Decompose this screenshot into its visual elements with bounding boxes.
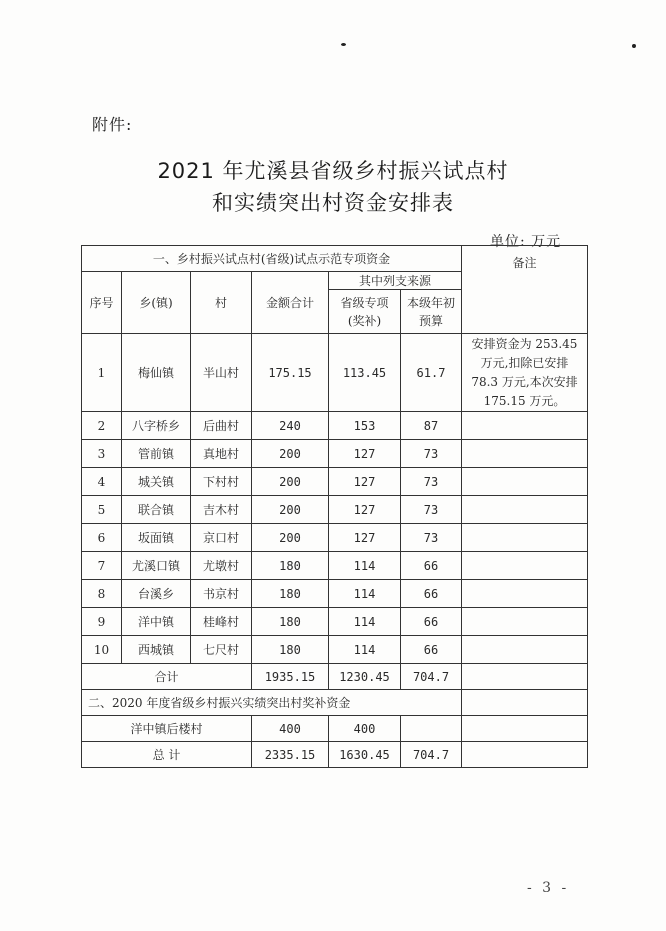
row-seq: 8 <box>82 580 122 608</box>
row-remark: 安排资金为 253.45 万元,扣除已安排 78.3 万元,本次安排 175.15 万元。 <box>462 334 588 412</box>
row-provincial: 127 <box>329 524 401 552</box>
row-seq: 10 <box>82 636 122 664</box>
row-remark <box>462 580 588 608</box>
section2-row-label: 洋中镇后楼村 <box>82 716 252 742</box>
header-town: 乡(镇) <box>122 272 191 334</box>
grand-total-local: 704.7 <box>401 742 462 768</box>
subtotal-local: 704.7 <box>401 664 462 690</box>
row-village: 尤墩村 <box>191 552 252 580</box>
row-local: 73 <box>401 440 462 468</box>
header-total: 金额合计 <box>252 272 329 334</box>
row-provincial: 114 <box>329 608 401 636</box>
row-provincial: 127 <box>329 440 401 468</box>
remarks-header: 备注 <box>462 246 588 334</box>
section2-row-provincial: 400 <box>329 716 401 742</box>
row-remark <box>462 440 588 468</box>
row-remark <box>462 496 588 524</box>
header-provincial: 省级专项(奖补) <box>329 290 401 334</box>
row-remark <box>462 636 588 664</box>
document-title-line1: 2021 年尤溪县省级乡村振兴试点村 <box>157 159 509 183</box>
section2-row <box>82 716 588 742</box>
subtotal-provincial: 1230.45 <box>329 664 401 690</box>
row-seq: 4 <box>82 468 122 496</box>
subtotal-remark <box>462 664 588 690</box>
grand-total-provincial: 1630.45 <box>329 742 401 768</box>
section2-row-local <box>401 716 462 742</box>
row-seq: 6 <box>82 524 122 552</box>
row-town: 联合镇 <box>122 496 191 524</box>
row-village: 七尺村 <box>191 636 252 664</box>
row-village: 后曲村 <box>191 412 252 440</box>
section2-row-total: 400 <box>252 716 329 742</box>
row-town: 梅仙镇 <box>122 334 191 412</box>
funding-table <box>81 245 588 768</box>
row-total: 175.15 <box>252 334 329 412</box>
row-remark <box>462 524 588 552</box>
row-total: 180 <box>252 580 329 608</box>
row-total: 240 <box>252 412 329 440</box>
section2-title-row <box>82 690 588 716</box>
table-row <box>82 636 588 664</box>
row-village: 京口村 <box>191 524 252 552</box>
row-provincial: 113.45 <box>329 334 401 412</box>
section2-row-remark <box>462 716 588 742</box>
row-local: 66 <box>401 552 462 580</box>
scan-speck <box>632 44 636 48</box>
table-row <box>82 496 588 524</box>
row-seq: 2 <box>82 412 122 440</box>
row-local: 73 <box>401 496 462 524</box>
row-town: 城关镇 <box>122 468 191 496</box>
row-town: 洋中镇 <box>122 608 191 636</box>
table-row <box>82 412 588 440</box>
row-remark <box>462 412 588 440</box>
row-village: 桂峰村 <box>191 608 252 636</box>
scan-speck <box>341 43 346 46</box>
row-town: 坂面镇 <box>122 524 191 552</box>
row-total: 180 <box>252 552 329 580</box>
row-seq: 5 <box>82 496 122 524</box>
row-town: 管前镇 <box>122 440 191 468</box>
table-row <box>82 580 588 608</box>
row-total: 200 <box>252 440 329 468</box>
row-local: 66 <box>401 580 462 608</box>
header-seq: 序号 <box>82 272 122 334</box>
row-provincial: 114 <box>329 636 401 664</box>
row-total: 200 <box>252 496 329 524</box>
row-town: 台溪乡 <box>122 580 191 608</box>
row-town: 尤溪口镇 <box>122 552 191 580</box>
table-row <box>82 468 588 496</box>
row-remark <box>462 552 588 580</box>
row-total: 200 <box>252 524 329 552</box>
section1-title: 一、乡村振兴试点村(省级)试点示范专项资金 <box>82 246 462 272</box>
row-provincial: 153 <box>329 412 401 440</box>
row-total: 180 <box>252 608 329 636</box>
row-seq: 7 <box>82 552 122 580</box>
subtotal-row <box>82 664 588 690</box>
row-provincial: 114 <box>329 580 401 608</box>
row-village: 真地村 <box>191 440 252 468</box>
subtotal-label: 合计 <box>82 664 252 690</box>
row-village: 下村村 <box>191 468 252 496</box>
row-local: 73 <box>401 468 462 496</box>
row-provincial: 127 <box>329 496 401 524</box>
table-row <box>82 524 588 552</box>
row-total: 200 <box>252 468 329 496</box>
table-row <box>82 552 588 580</box>
row-remark <box>462 468 588 496</box>
grand-total-remark <box>462 742 588 768</box>
row-local: 73 <box>401 524 462 552</box>
row-town: 八字桥乡 <box>122 412 191 440</box>
row-local: 66 <box>401 608 462 636</box>
table-row <box>82 440 588 468</box>
row-local: 66 <box>401 636 462 664</box>
page-number: - 3 - <box>527 880 570 896</box>
attachment-label: 附件: <box>92 115 133 134</box>
grand-total-total: 2335.15 <box>252 742 329 768</box>
section2-remark <box>462 690 588 716</box>
row-village: 吉木村 <box>191 496 252 524</box>
row-provincial: 114 <box>329 552 401 580</box>
row-local: 87 <box>401 412 462 440</box>
row-village: 书京村 <box>191 580 252 608</box>
header-local: 本级年初预算 <box>401 290 462 334</box>
table-row <box>82 334 588 412</box>
unit-label: 单位: 万元 <box>490 234 562 250</box>
row-town: 西城镇 <box>122 636 191 664</box>
header-village: 村 <box>191 272 252 334</box>
section2-title: 二、2020 年度省级乡村振兴实绩突出村奖补资金 <box>82 690 462 716</box>
row-local: 61.7 <box>401 334 462 412</box>
grand-total-label: 总 计 <box>82 742 252 768</box>
row-seq: 9 <box>82 608 122 636</box>
row-total: 180 <box>252 636 329 664</box>
row-provincial: 127 <box>329 468 401 496</box>
row-seq: 1 <box>82 334 122 412</box>
document-title-line2: 和实绩突出村资金安排表 <box>212 191 454 215</box>
subtotal-total: 1935.15 <box>252 664 329 690</box>
row-remark <box>462 608 588 636</box>
row-seq: 3 <box>82 440 122 468</box>
grand-total-row <box>82 742 588 768</box>
header-source-group: 其中列支来源 <box>329 272 462 290</box>
table-row <box>82 608 588 636</box>
row-village: 半山村 <box>191 334 252 412</box>
